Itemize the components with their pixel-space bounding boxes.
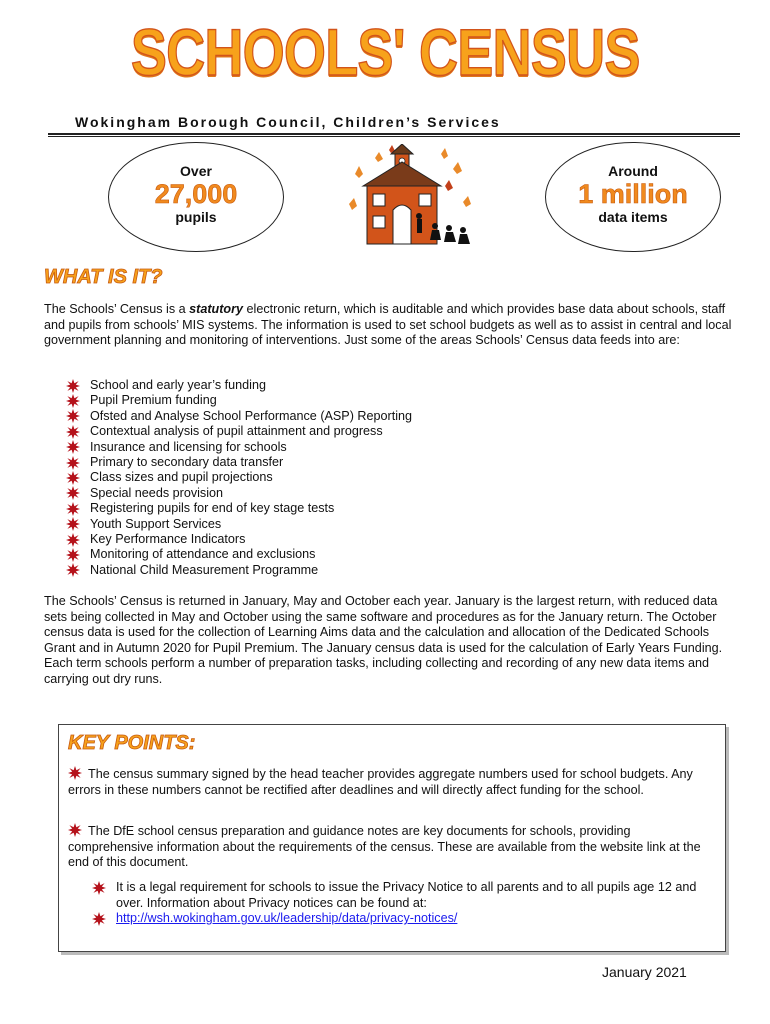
divider bbox=[48, 133, 740, 135]
areas-list bbox=[66, 378, 412, 578]
sub-point-privacy bbox=[92, 880, 702, 911]
area-item bbox=[66, 378, 412, 393]
area-item-label: Insurance and licensing for schools bbox=[90, 439, 287, 454]
starburst-bullet-icon bbox=[66, 563, 80, 577]
school-illustration-icon bbox=[345, 144, 475, 254]
intro-paragraph bbox=[44, 302, 744, 349]
divider bbox=[48, 136, 740, 137]
returned-paragraph: The Schools’ Census is returned in January, May and October each year. January is the largest return, with reduced data sets being collected in May and October using the same software and procedures as for the January return. The October census data is used for the collection of Learning Aims data and the calculation and allocation of the Dedicated Schools Grant and in Autumn 2020 for Pupil Premium. The January census data is used for the calculation of Early Years Funding. Each term schools perform a number of preparation tasks, including collecting and recording of any new data items and carrying out dry runs. bbox=[44, 594, 723, 686]
sub-point-text: It is a legal requirement for schools to issue the Privacy Notice to all parents and to all pupils age 12 and over. Information about Privacy notices can be found at: bbox=[116, 880, 697, 910]
intro-text-continued: electronic return, which is auditable and which provides base data about schools, staff and pupils from schools’ MIS systems. The information is used to set school budgets as well as to assist in central and local government planning and monitoring of interventions. Just some of the areas Schools’ Census data feeds into are: bbox=[44, 302, 732, 347]
starburst-bullet-icon bbox=[66, 456, 80, 470]
starburst-bullet-icon bbox=[66, 533, 80, 547]
area-item bbox=[66, 486, 412, 501]
privacy-notices-link[interactable]: http://wsh.wokingham.gov.uk/leadership/data/privacy-notices/ bbox=[116, 911, 458, 925]
intro-text: The Schools’ Census is a bbox=[44, 302, 190, 316]
pupils-stat bbox=[108, 142, 284, 252]
starburst-bullet-icon bbox=[66, 394, 80, 408]
key-point-text: The DfE school census preparation and guidance notes are key documents for schools, providing comprehensive information about the requirements of the census. These are available from the website link at the end of this document. bbox=[68, 824, 701, 869]
area-item-label: Key Performance Indicators bbox=[90, 531, 246, 546]
starburst-bullet-icon bbox=[66, 471, 80, 485]
area-item-label: Monitoring of attendance and exclusions bbox=[90, 547, 316, 562]
key-point-1 bbox=[68, 766, 708, 798]
starburst-bullet-icon bbox=[68, 766, 82, 780]
stat-value: 27,000 bbox=[154, 179, 238, 209]
area-item-label: Primary to secondary data transfer bbox=[90, 454, 284, 469]
starburst-bullet-icon bbox=[66, 548, 80, 562]
key-point-2 bbox=[68, 823, 708, 871]
document-date: January 2021 bbox=[602, 964, 687, 980]
key-point-sub-list bbox=[92, 880, 702, 927]
area-item bbox=[66, 547, 412, 562]
area-item-label: School and early year’s funding bbox=[90, 378, 266, 392]
area-item-label: Pupil Premium funding bbox=[90, 393, 217, 408]
what-is-it-heading: WHAT IS IT? bbox=[44, 266, 163, 288]
page-title: SCHOOLS' CENSUS bbox=[130, 15, 640, 89]
title-area bbox=[0, 14, 770, 90]
starburst-bullet-icon bbox=[66, 502, 80, 516]
starburst-bullet-icon bbox=[66, 517, 80, 531]
statutory-emphasis: statutory bbox=[189, 302, 244, 316]
starburst-bullet-icon bbox=[66, 379, 80, 393]
stat-pre: Over bbox=[180, 163, 212, 179]
stat-post: pupils bbox=[175, 209, 217, 225]
area-item bbox=[66, 563, 412, 578]
starburst-bullet-icon bbox=[66, 409, 80, 423]
starburst-bullet-icon bbox=[68, 823, 82, 837]
area-item bbox=[66, 470, 412, 485]
data-items-stat bbox=[545, 142, 721, 252]
area-item-label: Youth Support Services bbox=[90, 516, 222, 531]
starburst-bullet-icon bbox=[92, 912, 106, 926]
stat-post: data items bbox=[598, 209, 668, 225]
area-item-label: Registering pupils for end of key stage tests bbox=[90, 501, 335, 516]
area-item-label: Special needs provision bbox=[90, 485, 224, 500]
area-item bbox=[66, 440, 412, 455]
area-item bbox=[66, 455, 412, 470]
area-item-label: Class sizes and pupil projections bbox=[90, 470, 273, 485]
area-item bbox=[66, 424, 412, 439]
area-item-label: National Child Measurement Programme bbox=[90, 562, 319, 577]
organisation-name: Wokingham Borough Council, Children’s Services bbox=[75, 114, 501, 130]
stat-pre: Around bbox=[608, 163, 658, 179]
key-points-heading: KEY POINTS: bbox=[68, 732, 196, 754]
area-item bbox=[66, 501, 412, 516]
area-item-label: Ofsted and Analyse School Performance (ASP) Reporting bbox=[90, 408, 413, 423]
starburst-bullet-icon bbox=[66, 486, 80, 500]
area-item bbox=[66, 517, 412, 532]
stat-value: 1 million bbox=[578, 179, 688, 209]
area-item bbox=[66, 409, 412, 424]
starburst-bullet-icon bbox=[66, 425, 80, 439]
key-point-text: The census summary signed by the head teacher provides aggregate numbers used for school budgets. Any errors in these numbers cannot be rectified after deadlines and will directly affect funding for the school. bbox=[68, 767, 693, 797]
sub-point-link bbox=[92, 911, 702, 927]
area-item-label: Contextual analysis of pupil attainment and progress bbox=[90, 424, 383, 439]
area-item bbox=[66, 393, 412, 408]
area-item bbox=[66, 532, 412, 547]
starburst-bullet-icon bbox=[92, 881, 106, 895]
starburst-bullet-icon bbox=[66, 440, 80, 454]
